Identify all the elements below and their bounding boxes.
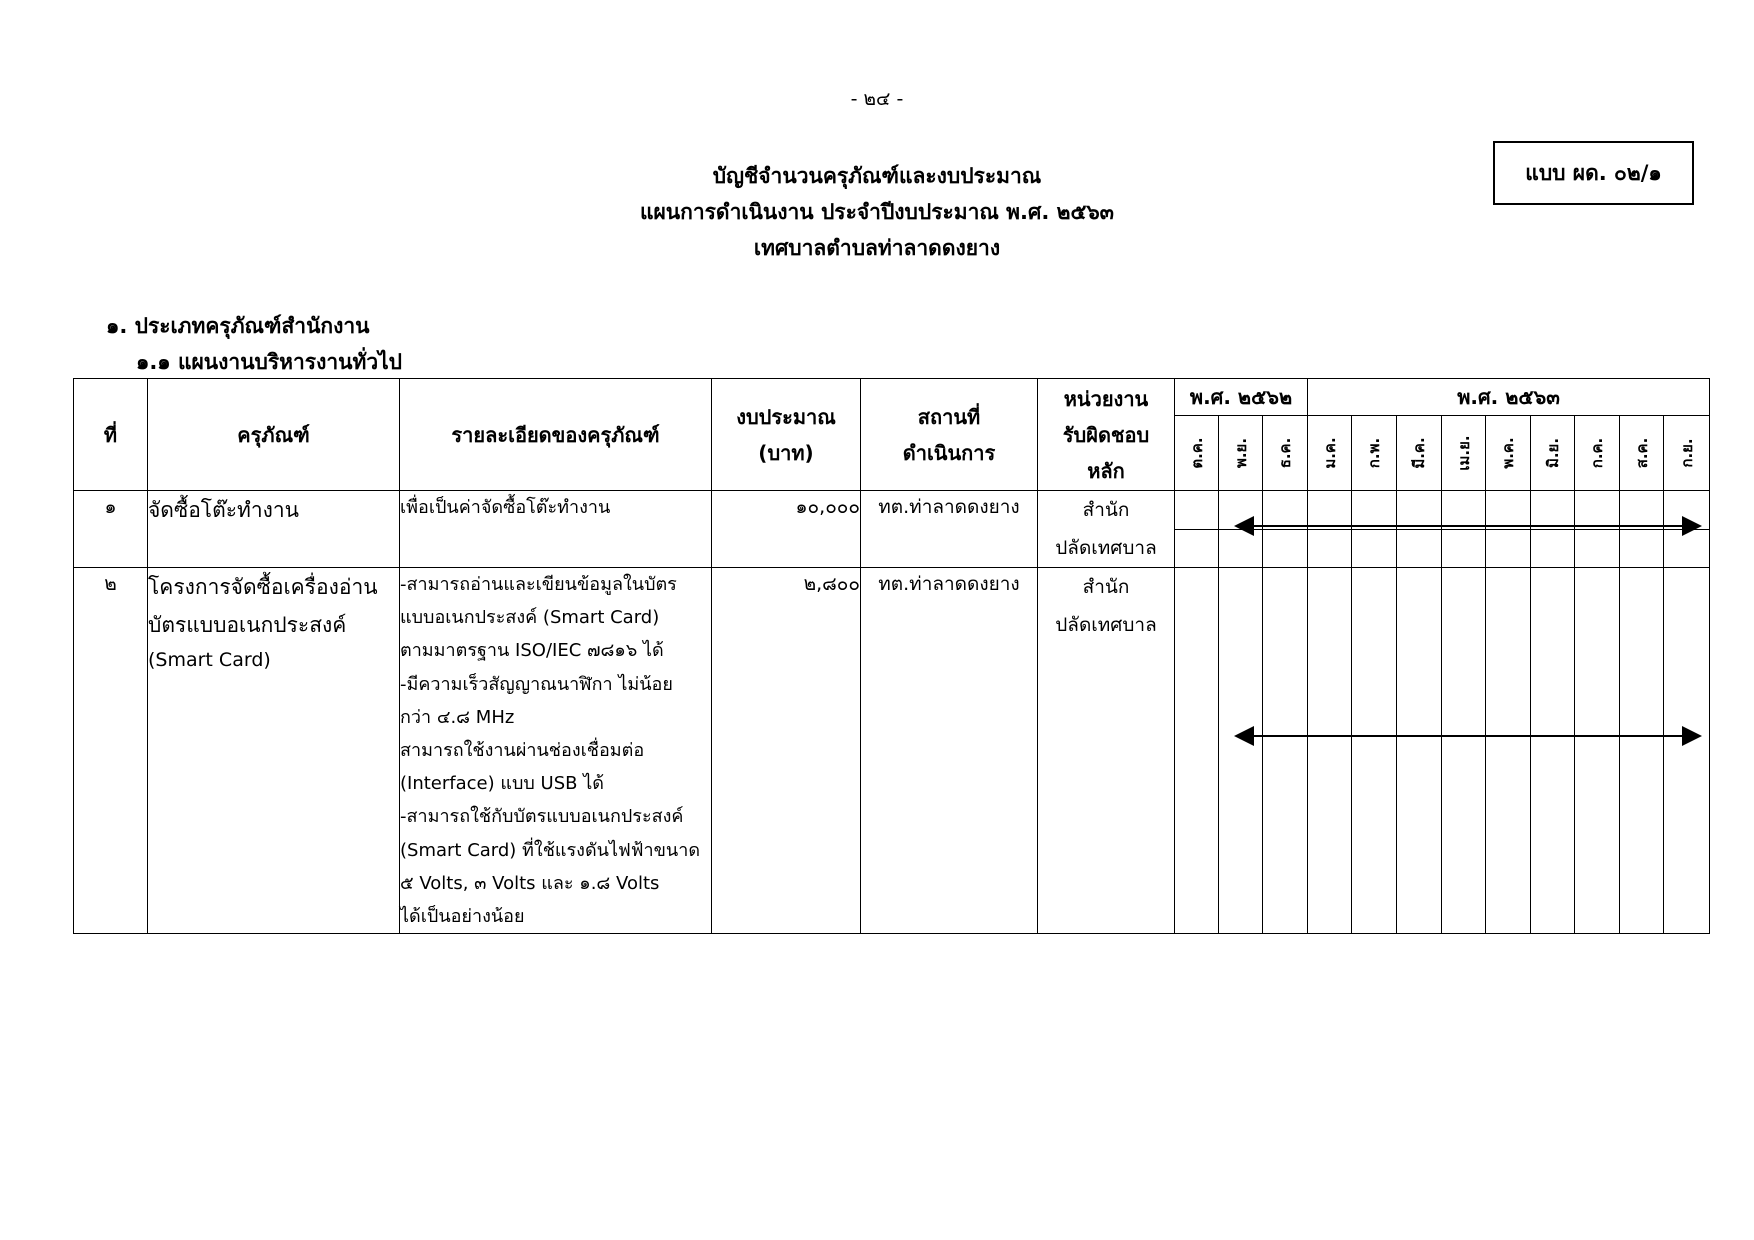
table-row xyxy=(74,568,1710,934)
row-number: ๒ xyxy=(74,568,148,934)
row-item xyxy=(148,491,400,568)
detail-line: -มีความเร็วสัญญาณนาฬิกา ไม่น้อย xyxy=(400,673,673,695)
schedule-cell xyxy=(1486,491,1531,568)
detail-line: -สามารถใช้กับบัตรแบบอเนกประสงค์ xyxy=(400,806,684,828)
header-year-2: พ.ศ. ๒๕๖๓ xyxy=(1308,379,1710,416)
schedule-cell xyxy=(1308,568,1352,934)
row-unit xyxy=(1038,491,1175,568)
detail-line: ๕ Volts, ๓ Volts และ ๑.๘ Volts xyxy=(400,872,660,894)
header-year-1: พ.ศ. ๒๕๖๒ xyxy=(1175,379,1308,416)
unit-line-2: ปลัดเทศบาล xyxy=(1055,614,1157,636)
schedule-cell xyxy=(1175,491,1219,568)
schedule-cell xyxy=(1263,568,1308,934)
schedule-cell xyxy=(1664,491,1710,568)
month-apr: เม.ย. xyxy=(1442,416,1486,491)
schedule-cell xyxy=(1531,491,1575,568)
title-line-2: แผนการดำเนินงาน ประจำปีงบประมาณ พ.ศ. ๒๕๖๓ xyxy=(639,200,1115,224)
schedule-cell xyxy=(1620,491,1664,568)
row-budget: ๒,๘๐๐ xyxy=(712,568,861,934)
month-mar: มี.ค. xyxy=(1397,416,1442,491)
item-line: จัดซื้อโต๊ะทำงาน xyxy=(148,498,300,522)
header-no: ที่ xyxy=(74,379,148,491)
subsection-heading: ๑.๑ แผนงานบริหารงานทั่วไป xyxy=(136,350,402,374)
month-dec: ธ.ค. xyxy=(1263,416,1308,491)
row-place: ทต.ท่าลาดดงยาง xyxy=(861,491,1038,568)
row-budget: ๑๐,๐๐๐ xyxy=(712,491,861,568)
schedule-cell xyxy=(1531,568,1575,934)
schedule-cell xyxy=(1263,491,1308,568)
schedule-cell xyxy=(1175,568,1219,934)
month-sep: ก.ย. xyxy=(1664,416,1710,491)
schedule-cell xyxy=(1486,568,1531,934)
header-place-line-1: สถานที่ xyxy=(917,404,981,429)
detail-line: กว่า ๔.๘ MHz xyxy=(400,706,515,728)
schedule-cell xyxy=(1664,568,1710,934)
row-detail xyxy=(400,491,712,568)
header-unit-line-3: หลัก xyxy=(1087,458,1125,483)
month-aug: ส.ค. xyxy=(1620,416,1664,491)
header-budget-line-2: (บาท) xyxy=(758,440,814,465)
header-place-line-2: ดำเนินการ xyxy=(902,440,996,465)
detail-line: ตามมาตรฐาน ISO/IEC ๗๘๑๖ ได้ xyxy=(400,640,664,662)
schedule-cell xyxy=(1219,491,1263,568)
schedule-cell xyxy=(1219,568,1263,934)
schedule-cell xyxy=(1352,491,1397,568)
schedule-cell xyxy=(1308,491,1352,568)
row-detail xyxy=(400,568,712,934)
month-feb: ก.พ. xyxy=(1352,416,1397,491)
schedule-cell xyxy=(1575,568,1620,934)
item-sub: (Smart Card) xyxy=(148,649,271,671)
header-unit-line-1: หน่วยงาน xyxy=(1063,386,1149,411)
month-may: พ.ค. xyxy=(1486,416,1531,491)
section-heading: ๑. ประเภทครุภัณฑ์สำนักงาน xyxy=(106,314,370,338)
header-item: ครุภัณฑ์ xyxy=(148,379,400,491)
schedule-cell xyxy=(1620,568,1664,934)
page-number: - ๒๔ - xyxy=(850,88,904,110)
header-row-years xyxy=(74,379,1710,416)
detail-line: แบบอเนกประสงค์ (Smart Card) xyxy=(400,607,660,629)
detail-line: เพื่อเป็นค่าจัดซื้อโต๊ะทำงาน xyxy=(400,497,611,518)
detail-line: (Smart Card) ที่ใช้แรงดันไฟฟ้าขนาด xyxy=(400,839,701,861)
header-budget-line-1: งบประมาณ xyxy=(736,404,836,429)
month-nov: พ.ย. xyxy=(1219,416,1263,491)
detail-line: -สามารถอ่านและเขียนข้อมูลในบัตร xyxy=(400,574,677,595)
unit-line-2: ปลัดเทศบาล xyxy=(1055,537,1157,559)
item-line: โครงการจัดซื้อเครื่องอ่าน xyxy=(148,575,378,599)
budget-plan-table xyxy=(73,378,1710,934)
header-unit-line-2: รับผิดชอบ xyxy=(1062,422,1150,447)
row-item xyxy=(148,568,400,934)
title-line-1: บัญชีจำนวนครุภัณฑ์และงบประมาณ xyxy=(712,164,1042,188)
form-code-box xyxy=(1493,141,1694,205)
month-jan: ม.ค. xyxy=(1308,416,1352,491)
header-detail: รายละเอียดของครุภัณฑ์ xyxy=(400,379,712,491)
schedule-cell xyxy=(1575,491,1620,568)
detail-line: ได้เป็นอย่างน้อย xyxy=(400,906,525,928)
unit-line-1: สำนัก xyxy=(1082,576,1130,598)
detail-line: สามารถใช้งานผ่านช่องเชื่อมต่อ xyxy=(400,740,645,762)
table-row xyxy=(74,491,1710,568)
title-line-3: เทศบาลตำบลท่าลาดดงยาง xyxy=(753,236,1001,260)
header-place xyxy=(861,379,1038,491)
schedule-cell xyxy=(1397,568,1442,934)
row-unit xyxy=(1038,568,1175,934)
month-oct: ต.ค. xyxy=(1175,416,1219,491)
schedule-cell xyxy=(1352,568,1397,934)
row-place: ทต.ท่าลาดดงยาง xyxy=(861,568,1038,934)
schedule-cell xyxy=(1442,491,1486,568)
month-jul: ก.ค. xyxy=(1575,416,1620,491)
schedule-cell xyxy=(1442,568,1486,934)
header-unit xyxy=(1038,379,1175,491)
item-line: บัตรแบบอเนกประสงค์ xyxy=(148,613,347,637)
unit-line-1: สำนัก xyxy=(1082,499,1130,521)
form-code: แบบ ผด. ๐๒/๑ xyxy=(1525,160,1662,185)
month-jun: มิ.ย. xyxy=(1531,416,1575,491)
header-budget xyxy=(712,379,861,491)
schedule-cell xyxy=(1397,491,1442,568)
detail-line: (Interface) แบบ USB ได้ xyxy=(400,773,604,795)
row-number: ๑ xyxy=(74,491,148,568)
